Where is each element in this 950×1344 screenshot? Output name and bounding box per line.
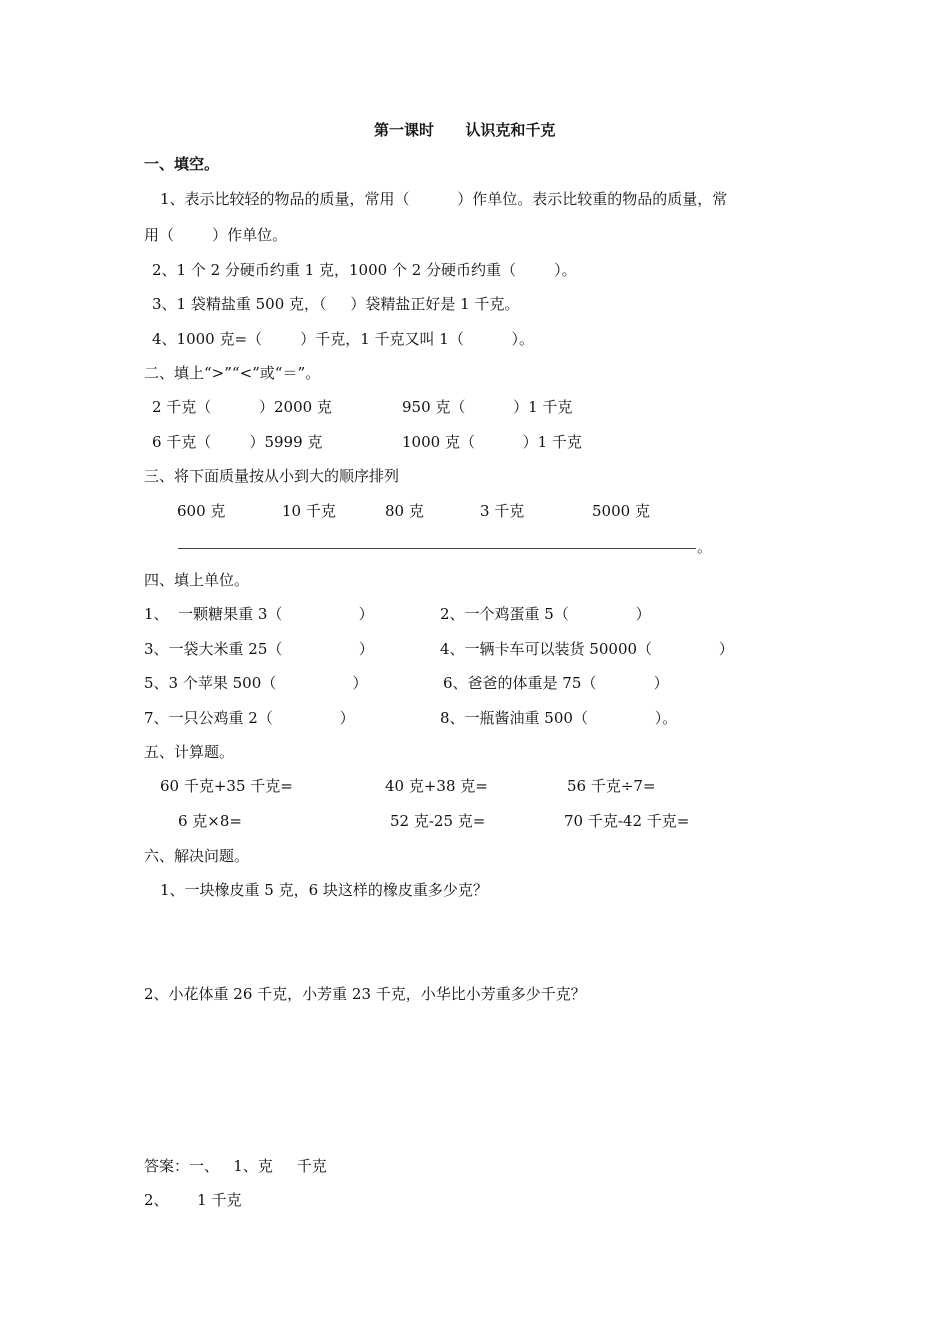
section-heading-compare: 二、填上“>”“<”或“＝”。 — [144, 364, 321, 382]
page-title: 第一课时 认识克和千克 — [374, 121, 556, 139]
calc-item: 52 克-25 克= — [390, 812, 486, 830]
calc-item: 40 克+38 克= — [385, 777, 488, 795]
order-item: 80 克 — [385, 502, 424, 520]
section-heading-ordering: 三、将下面质量按从小到大的顺序排列 — [144, 467, 400, 485]
section-heading-fill-blank: 一、填空。 — [144, 155, 220, 173]
unit-question-1: 1、 一颗糖果重 3（ ） — [144, 605, 374, 623]
question-4: 4、1000 克=（ ）千克，1 千克又叫 1（ ）。 — [152, 330, 535, 348]
calc-item: 70 千克-42 千克= — [564, 812, 690, 830]
answer-line — [178, 548, 696, 549]
unit-question-2: 2、一个鸡蛋重 5（ ） — [440, 605, 651, 623]
compare-row-2-right: 1000 克（ ）1 千克 — [402, 433, 582, 451]
unit-question-4: 4、一辆卡车可以装货 50000（ ） — [440, 640, 734, 658]
calc-item: 60 千克+35 千克= — [160, 777, 293, 795]
unit-question-6: 6、爸爸的体重是 75（ ） — [443, 674, 669, 692]
section-heading-calculation: 五、计算题。 — [144, 743, 235, 761]
answer-line-end-mark: 。 — [697, 538, 713, 556]
question-1-line-2: 用（ ）作单位。 — [144, 226, 288, 244]
compare-row-2-left: 6 千克（ ）5999 克 — [152, 433, 323, 451]
unit-question-3: 3、一袋大米重 25（ ） — [144, 640, 374, 658]
question-2: 2、1 个 2 分硬币约重 1 克，1000 个 2 分硬币约重（ ）。 — [152, 261, 577, 279]
answer-key-line-2: 2、 1 千克 — [144, 1191, 242, 1209]
word-problem-2: 2、小花体重 26 千克，小芳重 23 千克，小华比小芳重多少千克？ — [144, 985, 586, 1003]
order-item: 10 千克 — [282, 502, 336, 520]
word-problem-1: 1、一块橡皮重 5 克，6 块这样的橡皮重多少克？ — [160, 881, 488, 899]
section-heading-word-problems: 六、解决问题。 — [144, 847, 250, 865]
order-item: 600 克 — [177, 502, 226, 520]
order-item: 3 千克 — [480, 502, 525, 520]
unit-question-5: 5、3 个苹果 500（ ） — [144, 674, 368, 692]
question-1-line-1: 1、表示比较轻的物品的质量，常用（ ）作单位。表示比较重的物品的质量，常 — [160, 190, 728, 208]
unit-question-8: 8、一瓶酱油重 500（ ）。 — [440, 709, 678, 727]
compare-row-1-left: 2 千克（ ）2000 克 — [152, 398, 332, 416]
answer-key-line-1: 答案：一、 1、克 千克 — [144, 1157, 327, 1175]
calc-item: 56 千克÷7= — [567, 777, 656, 795]
question-3: 3、1 袋精盐重 500 克，（ ）袋精盐正好是 1 千克。 — [152, 295, 520, 313]
calc-item: 6 克×8= — [178, 812, 242, 830]
order-item: 5000 克 — [592, 502, 650, 520]
compare-row-1-right: 950 克（ ）1 千克 — [402, 398, 573, 416]
section-heading-units: 四、填上单位。 — [144, 571, 250, 589]
unit-question-7: 7、一只公鸡重 2（ ） — [144, 709, 355, 727]
